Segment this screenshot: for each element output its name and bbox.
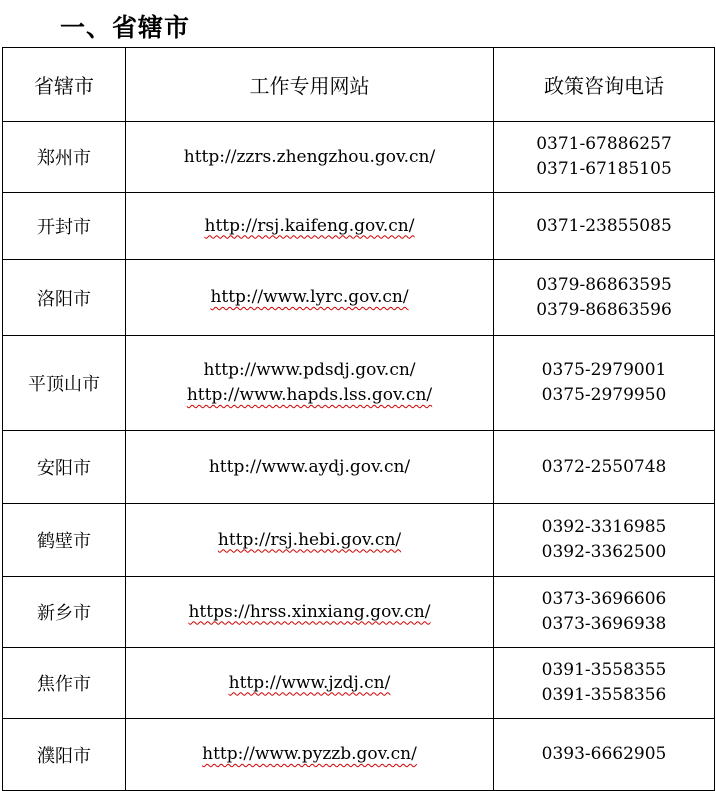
website-link[interactable]: http://www.aydj.gov.cn/	[208, 456, 411, 477]
website-link[interactable]: http://rsj.kaifeng.gov.cn/	[204, 215, 415, 236]
phone-cell	[494, 193, 715, 260]
phone-cell	[494, 577, 715, 648]
phone-cell	[494, 336, 715, 431]
contact-table	[2, 47, 715, 791]
phone-cell	[494, 260, 715, 336]
phone-cell	[494, 719, 715, 791]
website-link[interactable]: http://www.jzdj.cn/	[228, 672, 391, 693]
table-row	[3, 122, 715, 193]
website-cell	[126, 648, 494, 719]
website-link[interactable]: http://www.pyzzb.gov.cn/	[202, 744, 417, 764]
phone-number: 0393-6662905	[541, 744, 667, 764]
phone-number: 0379-86863596	[536, 299, 672, 320]
website-cell	[126, 431, 494, 504]
phone-number: 0391-3558355	[541, 660, 667, 680]
table-row	[3, 431, 715, 504]
website-link[interactable]: https://hrss.xinxiang.gov.cn/	[188, 601, 431, 622]
website-link[interactable]: http://www.pdsdj.gov.cn/	[203, 360, 416, 380]
website-cell	[126, 719, 494, 791]
city-cell: 郑州市	[3, 122, 126, 193]
phone-number: 0375-2979950	[541, 385, 667, 405]
website-cell	[126, 336, 494, 431]
header-phone: 政策咨询电话	[494, 48, 715, 122]
table-row	[3, 193, 715, 260]
phone-number: 0392-3316985	[541, 517, 667, 537]
table-row	[3, 336, 715, 431]
city-cell: 濮阳市	[3, 719, 126, 791]
table-row	[3, 719, 715, 791]
header-city: 省辖市	[3, 48, 126, 122]
phone-number: 0391-3558356	[541, 685, 667, 705]
city-cell: 新乡市	[3, 577, 126, 648]
website-link[interactable]: http://www.hapds.lss.gov.cn/	[186, 385, 433, 405]
phone-number: 0371-67886257	[536, 134, 672, 154]
city-cell: 开封市	[3, 193, 126, 260]
website-cell	[126, 504, 494, 577]
city-cell: 洛阳市	[3, 260, 126, 336]
phone-number: 0371-23855085	[536, 215, 672, 236]
city-cell: 安阳市	[3, 431, 126, 504]
phone-number: 0392-3362500	[541, 542, 667, 562]
table-header-row	[3, 48, 715, 122]
phone-cell	[494, 648, 715, 719]
table-row	[3, 577, 715, 648]
website-cell	[126, 260, 494, 336]
website-cell	[126, 577, 494, 648]
phone-cell	[494, 504, 715, 577]
phone-number: 0379-86863595	[536, 274, 672, 295]
phone-cell	[494, 431, 715, 504]
phone-cell	[494, 122, 715, 193]
website-cell	[126, 193, 494, 260]
website-cell	[126, 122, 494, 193]
phone-number: 0371-67185105	[536, 159, 672, 179]
phone-number: 0375-2979001	[541, 360, 667, 380]
phone-number: 0373-3696938	[541, 614, 667, 634]
city-cell: 鹤壁市	[3, 504, 126, 577]
city-cell: 平顶山市	[3, 336, 126, 431]
website-link[interactable]: http://www.lyrc.gov.cn/	[210, 287, 409, 307]
table-row	[3, 260, 715, 336]
phone-number: 0372-2550748	[541, 456, 667, 477]
table-row	[3, 504, 715, 577]
website-link[interactable]: http://zzrs.zhengzhou.gov.cn/	[183, 146, 436, 167]
website-link[interactable]: http://rsj.hebi.gov.cn/	[217, 529, 402, 550]
header-website: 工作专用网站	[126, 48, 494, 122]
section-title: 一、省辖市	[60, 13, 191, 42]
phone-number: 0373-3696606	[541, 589, 667, 609]
city-cell: 焦作市	[3, 648, 126, 719]
table-row	[3, 648, 715, 719]
